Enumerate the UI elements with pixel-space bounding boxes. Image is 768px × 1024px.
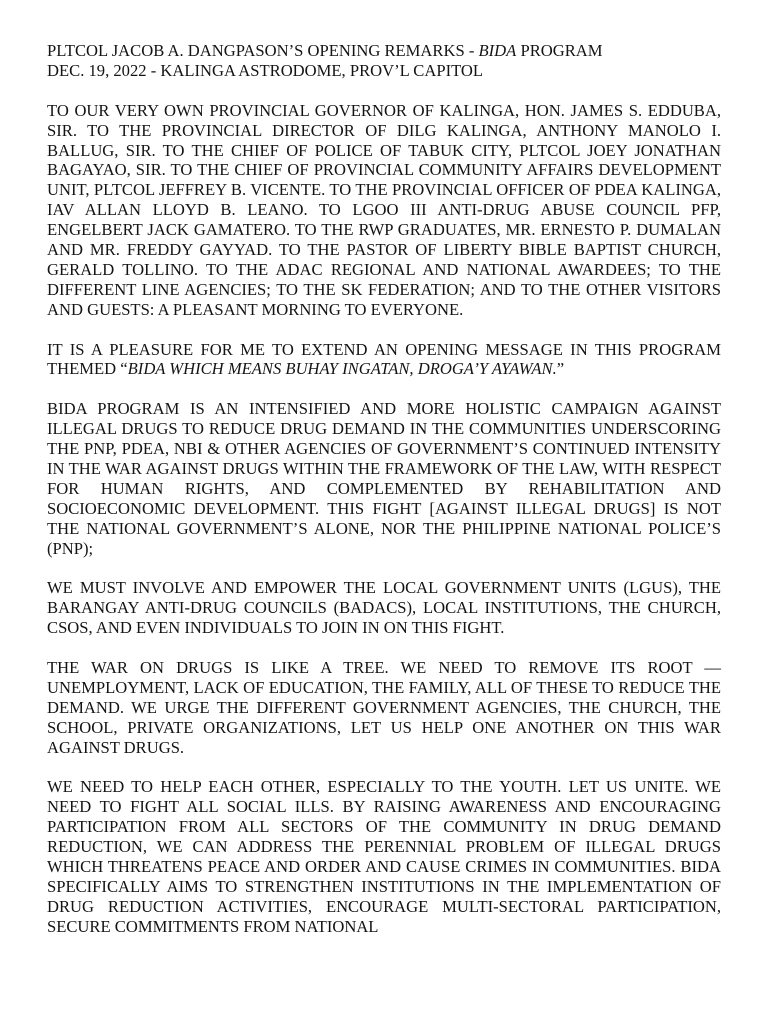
paragraph-opening-message: [47, 340, 721, 380]
paragraph-bida-program: BIDA PROGRAM IS AN INTENSIFIED AND MORE HOLISTIC CAMPAIGN AGAINST ILLEGAL DRUGS TO REDUCE DRUG DEMAND IN THE COMMUNITIES UNDERSCORING THE PNP, PDEA, NBI & OTHER AGENCIES OF GOVERNMENT’S CONTINUED INTENSITY IN THE WAR AGAINST DRUGS WITHIN THE FRAMEWORK OF THE LAW, WITH RESPECT FOR HUMAN RIGHTS, AND COMPLEMENTED BY REHABILITATION AND SOCIOECONOMIC DEVELOPMENT. THIS FIGHT [AGAINST ILLEGAL DRUGS] IS NOT THE NATIONAL GOVERNMENT’S ALONE, NOR THE PHILIPPINE NATIONAL POLICE’S (PNP);: [47, 399, 721, 558]
title-program-name: BIDA: [478, 41, 517, 60]
paragraph-help-each-other: WE NEED TO HELP EACH OTHER, ESPECIALLY TO THE YOUTH. LET US UNITE. WE NEED TO FIGHT ALL SOCIAL ILLS. BY RAISING AWARENESS AND ENCOURAGING PARTICIPATION FROM ALL SECTORS OF THE COMMUNITY IN DRUG DEMAND REDUCTION, WE CAN ADDRESS THE PERENNIAL PROBLEM OF ILLEGAL DRUGS WHICH THREATENS PEACE AND ORDER AND CAUSE CRIMES IN COMMUNITIES. BIDA SPECIFICALLY AIMS TO STRENGTHEN INSTITUTIONS IN THE IMPLEMENTATION OF DRUG REDUCTION ACTIVITIES, ENCOURAGE MULTI-SECTORAL PARTICIPATION, SECURE COMMITMENTS FROM NATIONAL: [47, 777, 721, 936]
paragraph-salutation: TO OUR VERY OWN PROVINCIAL GOVERNOR OF KALINGA, HON. JAMES S. EDDUBA, SIR. TO THE PROVINCIAL DIRECTOR OF DILG KALINGA, ANTHONY MANOLO I. BALLUG, SIR. TO THE CHIEF OF POLICE OF TABUK CITY, PLTCOL JOEY JONATHAN BAGAYAO, SIR. TO THE CHIEF OF PROVINCIAL COMMUNITY AFFAIRS DEVELOPMENT UNIT, PLTCOL JEFFREY B. VICENTE. TO THE PROVINCIAL OFFICER OF PDEA KALINGA, IAV ALLAN LLOYD B. LEANO. TO LGOO III ANTI-DRUG ABUSE COUNCIL PFP, ENGELBERT JACK GAMATERO. TO THE RWP GRADUATES, MR. ERNESTO P. DUMALAN AND MR. FREDDY GAYYAD. TO THE PASTOR OF LIBERTY BIBLE BAPTIST CHURCH, GERALD TOLLINO. TO THE ADAC REGIONAL AND NATIONAL AWARDEES; TO THE DIFFERENT LINE AGENCIES; TO THE SK FEDERATION; AND TO THE OTHER VISITORS AND GUESTS: A PLEASANT MORNING TO EVERYONE.: [47, 100, 721, 319]
opening-message-text: IT IS A PLEASURE FOR ME TO EXTEND AN OPENING MESSAGE IN THIS PROGRAM THEMED “: [47, 339, 721, 379]
title-suffix: PROGRAM: [516, 41, 603, 60]
title-prefix: PLTCOL JACOB A. DANGPASON’S OPENING REMARKS -: [47, 41, 479, 60]
document-date-venue: DEC. 19, 2022 - KALINGA ASTRODOME, PROV’L CAPITOL: [47, 60, 484, 80]
paragraph-war-on-drugs-tree: THE WAR ON DRUGS IS LIKE A TREE. WE NEED TO REMOVE ITS ROOT — UNEMPLOYMENT, LACK OF EDUCATION, THE FAMILY, ALL OF THESE TO REDUCE THE DEMAND. WE URGE THE DIFFERENT GOVERNMENT AGENCIES, THE CHURCH, THE SCHOOL, PRIVATE ORGANIZATIONS, LET US HELP ONE ANOTHER ON THIS WAR AGAINST DRUGS.: [47, 658, 721, 757]
program-theme: BIDA WHICH MEANS BUHAY INGATAN, DROGA’Y AYAWAN.: [127, 359, 557, 379]
header-spacer: [47, 81, 721, 101]
paragraph-involve-lgus: WE MUST INVOLVE AND EMPOWER THE LOCAL GOVERNMENT UNITS (LGUS), THE BARANGAY ANTI-DRUG COUNCILS (BADACS), LOCAL INSTITUTIONS, THE CHURCH, CSOS, AND EVEN INDIVIDUALS TO JOIN IN ON THIS FIGHT.: [47, 578, 721, 638]
theme-close-quote: ”: [556, 359, 565, 379]
document-page: [47, 41, 721, 957]
document-title: [47, 41, 721, 61]
